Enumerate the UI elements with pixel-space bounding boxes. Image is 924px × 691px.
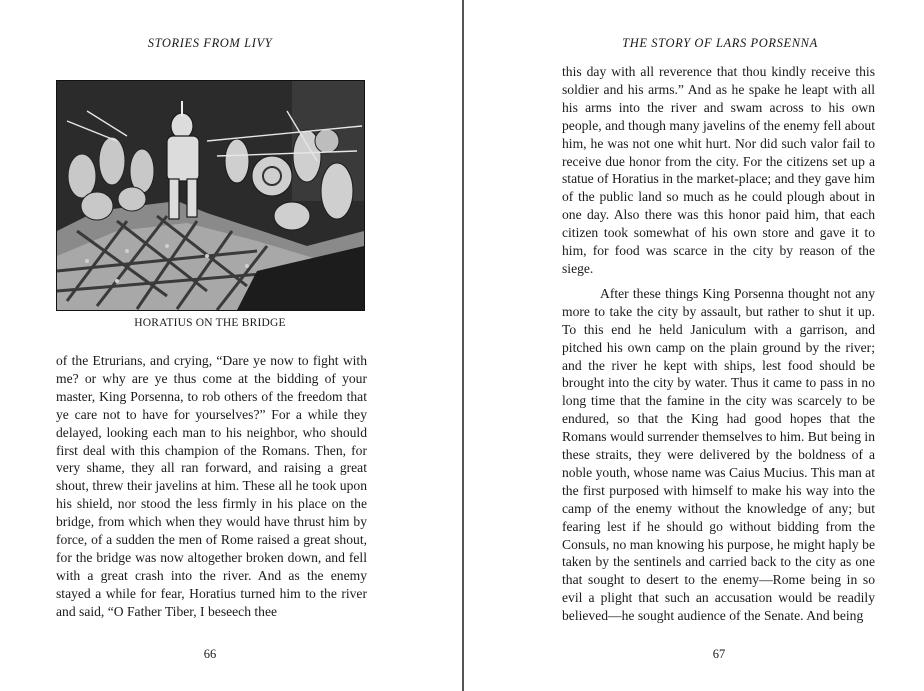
left-paragraph: of the Etrurians, and crying, “Dare ye now to fight with me? or why are ye thus come at the bidding of your master, King Porsenna, to rob others of the freedom that ye care not to have for yourselves?” For a while they delayed, looking each man to his neighbor, who should first deal with this champion of the Romans. Then, for very shame, they all ran forward, and raising a great shout, threw their javelins at him. These all he took upon his shield, nor stood the less firmly in his place on the bridge, from which when they would have thrust him by force, of a sudden the men of Rome raised a great shout, for the bridge was now altogether broken down, and fell with a great crash into the river. And as the enemy stayed a while for fear, Horatius turned him to the river and said, “O Father Tiber, I beseech thee — [56, 353, 367, 619]
page-number-right: 67 — [712, 647, 726, 661]
right-page — [465, 0, 924, 691]
battle-scene-image — [57, 81, 364, 310]
right-paragraph-2: After these things King Porsenna thought not any more to take the city by assault, but rather to shut it up. To this end he held Janiculum with a garrison, and pitched his own camp on the plain ground by the river; and the river he kept with ships, lest food should be brought into the city by water. Thus it came to pass in no long time that the famine in the city was scarcely to be endured, so that the King had good hopes that the Romans would surrender themselves to him. But being in these straits, they were delivered by the boldness of a noble youth, whose name was Caius Mucius. This man at the first purposed with himself to make his way into the camp of the enemy without the knowledge of any; but fearing lest if he should go without bidding from the Consuls, no man knowing his purpose, he might haply be taken by the sentinels and carried back to the city as one that sought to desert to the enemy—Rome being in so evil a plight that such an accusation would be readily believed—he sought audience of the Senate. And being — [562, 285, 875, 624]
illustration-caption: HORATIUS ON THE BRIDGE — [134, 317, 286, 329]
book-gutter — [462, 0, 464, 691]
left-page-body — [56, 352, 367, 621]
page-number-left: 66 — [203, 647, 217, 661]
right-page-body — [562, 63, 875, 625]
right-paragraph-1: this day with all reverence that thou kindly receive this soldier and his arms.” And as he spake he leapt with all his arms into the river and swam across to his own people, and though many javelins of the enemy fell about him, he was not one whit hurt. Nor did such valor fail to receive due honor from the city. For the citizens set up a statue of Horatius in the market-place; and they gave him of the public land so much as he could plough about in one day. Also there was this honor paid him, that each citizen took somewhat of his own store and gave it to him, for food was scarce in the city by reason of the siege. — [562, 64, 875, 276]
running-head-left: STORIES FROM LIVY — [147, 36, 273, 50]
running-head-right: THE STORY OF LARS PORSENNA — [622, 36, 818, 50]
illustration-horatius — [56, 80, 365, 311]
